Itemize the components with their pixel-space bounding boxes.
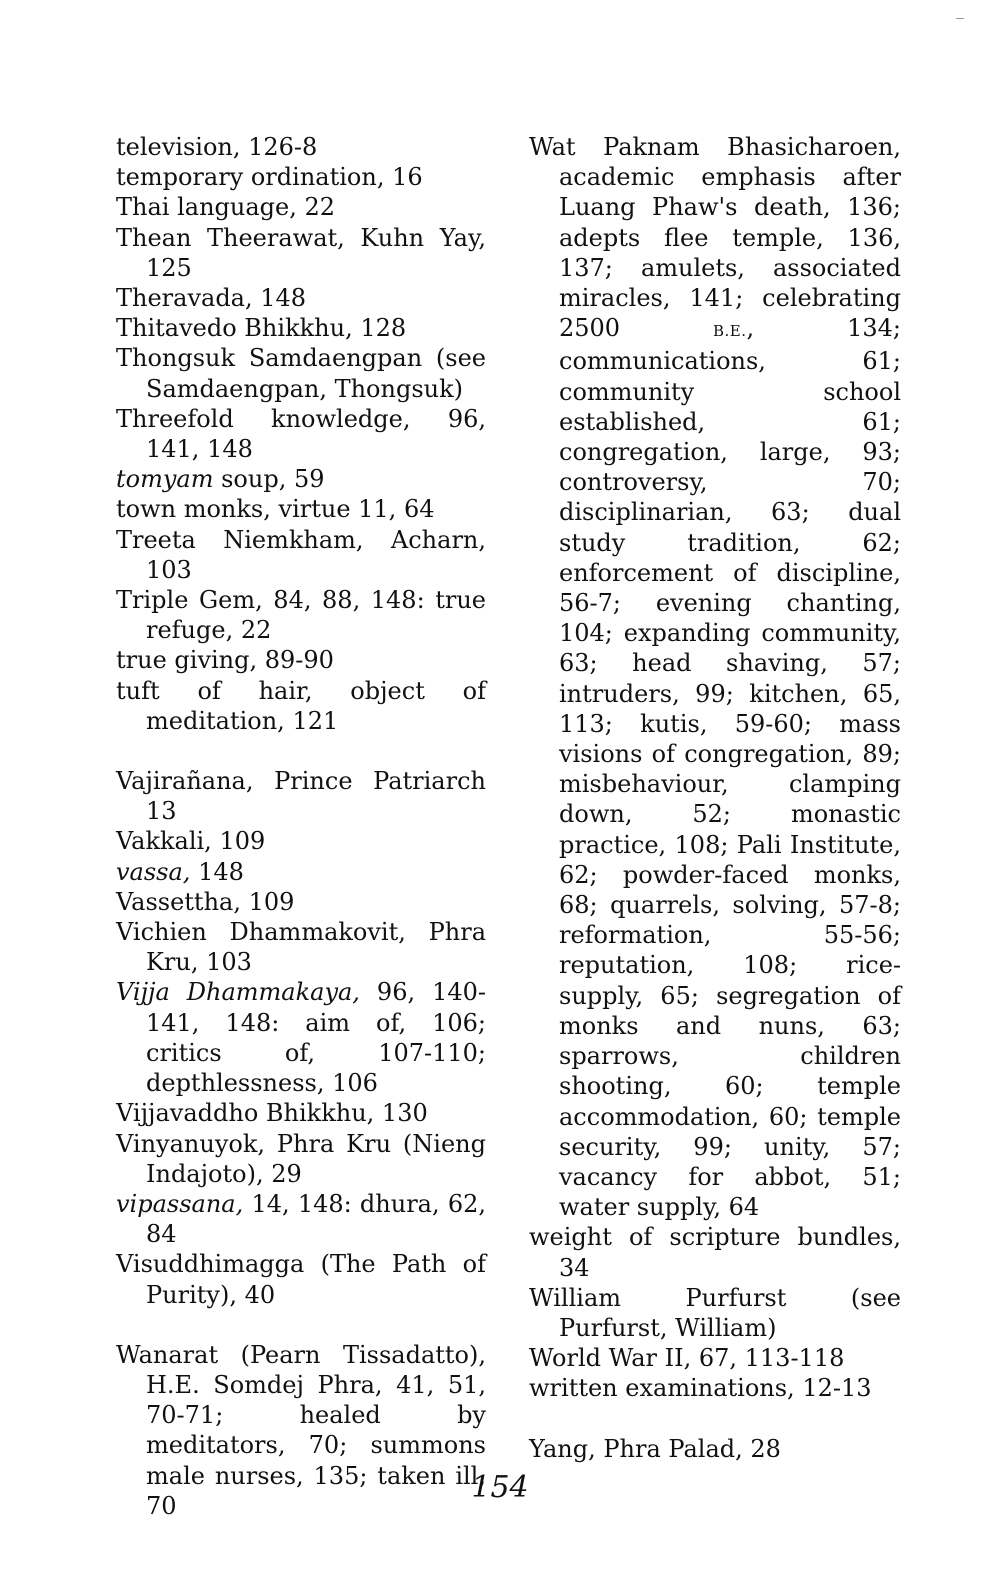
- index-entry: Thai language, 22: [116, 193, 336, 222]
- index-entry: Thongsuk Samdaengpan (see Samdaengpan, Thongsuk): [116, 344, 486, 403]
- index-entry: [116, 464, 486, 494]
- index-entry: Thitavedo Bhikkhu, 128: [116, 314, 407, 343]
- index-entry-locators: 14, 148: dhura, 62, 84: [146, 1189, 486, 1249]
- index-entry-headword: vipassana,: [116, 1189, 244, 1218]
- index-entry-headword: tomyam: [116, 465, 214, 494]
- index-column-right: [529, 132, 901, 1464]
- index-entry-headword: Vijja Dhammakaya,: [116, 978, 360, 1007]
- index-entry: Vichien Dhammakovit, Phra Kru, 103: [116, 918, 486, 977]
- index-entry-locators: 148: [190, 857, 244, 886]
- era-abbreviation: B.E.: [713, 322, 747, 341]
- index-entry: Vajirañana, Prince Patriarch 13: [116, 767, 486, 826]
- index-entry: Theravada, 148: [116, 284, 307, 313]
- index-entry: Visuddhimagga (The Path of Purity), 40: [116, 1250, 486, 1309]
- index-entry: [116, 1189, 486, 1249]
- index-entry: William Purfurst (see Purfurst, William): [529, 1283, 901, 1342]
- index-entry: town monks, virtue 11, 64: [116, 495, 435, 524]
- index-entry: Yang, Phra Palad, 28: [529, 1434, 781, 1463]
- index-entry: Vassettha, 109: [116, 887, 295, 916]
- index-entry: weight of scripture bundles, 34: [529, 1223, 901, 1282]
- index-entry: Thean Theerawat, Kuhn Yay, 125: [116, 223, 486, 282]
- index-entry: tuft of hair, object of meditation, 121: [116, 676, 486, 735]
- index-entry: Threefold knowledge, 96, 141, 148: [116, 404, 486, 464]
- index-entry: Wanarat (Pearn Tissadatto), H.E. Somdej Phra, 41, 51, 70-71; healed by meditators, 70; summons male nurses, 135; taken ill, 70: [116, 1340, 486, 1520]
- scan-mark: [956, 18, 964, 19]
- index-entry-locators: soup, 59: [213, 465, 325, 494]
- index-entry: Vijjavaddho Bhikkhu, 130: [116, 1099, 428, 1128]
- index-entry: temporary ordination, 16: [116, 163, 423, 192]
- index-entry-locators: 96, 140-141, 148: aim of, 106; critics of, 107-110; depthlessness, 106: [146, 978, 487, 1098]
- index-entry: [529, 132, 901, 1222]
- index-entry-text: Wat Paknam Bhasicharoen, academic emphasis after Luang Phaw's death, 136; adepts flee temple, 136, 137; amulets, associated miracles, 141; celebrating 2500: [529, 133, 901, 343]
- index-entry: Treeta Niemkham, Acharn, 103: [116, 525, 486, 584]
- index-entry: [116, 977, 486, 1098]
- index-entry: [116, 857, 486, 887]
- page-number: 154: [471, 1470, 529, 1505]
- index-entry-text: , 134; communications, 61; community school established, 61; congregation, large, 93; controversy, 70; disciplinarian, 63; dual study tradition, 62; enforcement of discipline, 56-7; evening chanting, 104; expanding community, 63; head shaving, 57; intruders, 99; kitchen, 65, 113; kutis, 59-60; mass visions of congregation, 89; misbehaviour, clamping down, 52; monastic practice, 108; Pali Institute, 62; powder-faced monks, 68; quarrels, solving, 57-8; reformation, 55-56; reputation, 108; rice-supply, 65; segregation of monks and nuns, 63; sparrows, children shooting, 60; temple accommodation, 60; temple security, 99; unity, 57; vacancy for abbot, 51; water supply, 64: [559, 314, 901, 1222]
- index-entry: Vakkali, 109: [116, 827, 266, 856]
- index-entry-headword: vassa,: [116, 857, 191, 886]
- index-entry: written examinations, 12-13: [529, 1374, 872, 1403]
- index-entry: Triple Gem, 84, 88, 148: true refuge, 22: [116, 586, 486, 645]
- index-entry: true giving, 89-90: [116, 646, 334, 675]
- index-entry: World War II, 67, 113-118: [529, 1344, 845, 1373]
- index-entry: television, 126-8: [116, 133, 318, 161]
- index-entry: Vinyanuyok, Phra Kru (Nieng Indajoto), 29: [116, 1129, 486, 1188]
- index-column-left: [116, 132, 486, 1521]
